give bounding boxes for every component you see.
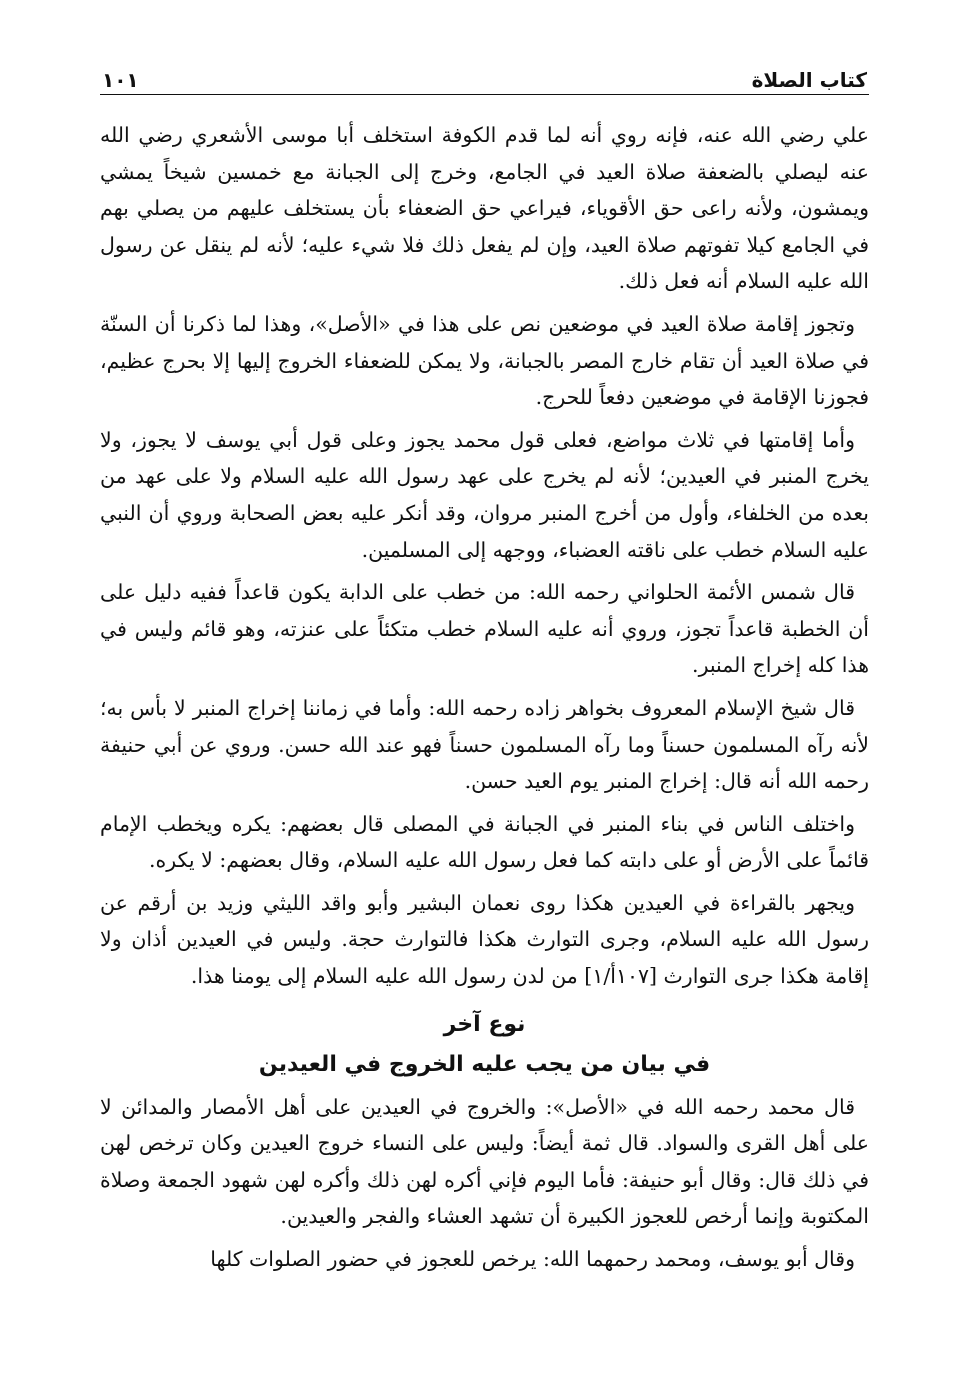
paragraph: وأما إقامتها في ثلاث مواضع، فعلى قول محمد يجوز وعلى قول أبي يوسف لا يجوز، ولا يخرج المنبر في العيدين؛ لأنه لم يخرج على عهد رسول الله عليه السلام ولا على عهد من بعده من الخلفاء، وأول من أخرج المنبر مروان، وقد أنكر عليه بعض الصحابة وروي أن النبي عليه السلام خطب على ناقته العضباء، ووجهه إلى المسلمين. bbox=[100, 427, 869, 562]
section-heading: نوع آخر bbox=[443, 1011, 526, 1037]
running-header bbox=[100, 58, 869, 95]
paragraph: وتجوز إقامة صلاة العيد في موضعين نص على هذا في «الأصل»، وهذا لما ذكرنا أن السنّة في صلاة العيد أن تقام خارج المصر بالجبانة، ولا يمكن للضعفاء الخروج إليها إلا بحرج عظيم، فجوزنا الإقامة في موضعين دفعاً للحرج. bbox=[100, 311, 869, 410]
paragraph: قال محمد رحمه الله في «الأصل»: والخروج في العيدين على أهل الأمصار والمدائن لا على أهل القرى والسواد. قال ثمة أيضاً: وليس على النساء خروج العيدين وكان ترخص لهن في ذلك قال: وقال أبو حنيفة: فأما اليوم فإني أكره لهن ذلك وأكره لهن شهود الجمعة وصلاة المكتوبة وإنما أرخص للعجوز الكبيرة أن تشهد العشاء والفجر والعيدين. bbox=[100, 1094, 869, 1229]
section-subheading: في بيان من يجب عليه الخروج في العيدين bbox=[258, 1051, 711, 1077]
paragraph: وقال أبو يوسف، ومحمد رحمهما الله: يرخص للعجوز في حضور الصلوات كلها bbox=[210, 1247, 855, 1272]
paragraph: واختلف الناس في بناء المنبر في الجبانة في المصلى قال بعضهم: يكره ويخطب الإمام قائماً على الأرض أو على دابته كما فعل رسول الله عليه السلام، وقال بعضهم: لا يكره. bbox=[100, 811, 869, 873]
body-text bbox=[100, 117, 869, 1278]
paragraph: علي رضي الله عنه، فإنه روي أنه لما قدم الكوفة استخلف أبا موسى الأشعري رضي الله عنه ليصلي بالضعفة صلاة العيد في الجامع، وخرج إلى الجبانة مع خمسين شيخاً يمشي ويمشون، ولأنه راعى حق الأقوياء، فيراعي حق الضعفاء بأن يستخلف عليهم من يصلي بهم في الجامع كيلا تفوتهم صلاة العيد، وإن لم يفعل ذلك فلا شيء عليه؛ لأنه لم ينقل عن رسول الله عليه السلام أنه فعل ذلك. bbox=[100, 123, 869, 294]
paragraph: قال شيخ الإسلام المعروف بخواهر زاده رحمه الله: وأما في زماننا إخراج المنبر لا بأس به؛ لأنه رآه المسلمون حسناً وما رآه المسلمون حسناً فهو عند الله حسن. وروي عن أبي حنيفة رحمه الله أنه قال: إخراج المنبر يوم العيد حسن. bbox=[100, 695, 869, 794]
chapter-title: كتاب الصلاة bbox=[751, 68, 867, 92]
page-number: ١٠١ bbox=[102, 68, 139, 92]
paragraph: قال شمس الأئمة الحلواني رحمه الله: من خطب على الدابة يكون قاعداً ففيه دليل على أن الخطبة قاعداً تجوز، وروي أنه عليه السلام خطب متكئاً على عنزته، وهو قائم وليس في هذا كله إخراج المنبر. bbox=[100, 580, 869, 678]
paragraph: ويجهر بالقراءة في العيدين هكذا روى نعمان البشير وأبو واقد الليثي وزيد بن أرقم عن رسول الله عليه السلام، وجرى التوارث هكذا فالتوارث حجة. وليس في العيدين أذان ولا إقامة هكذا جرى التوارث [١٠٧أ/١] من لدن رسول الله عليه السلام إلى يومنا هذا. bbox=[100, 890, 869, 989]
